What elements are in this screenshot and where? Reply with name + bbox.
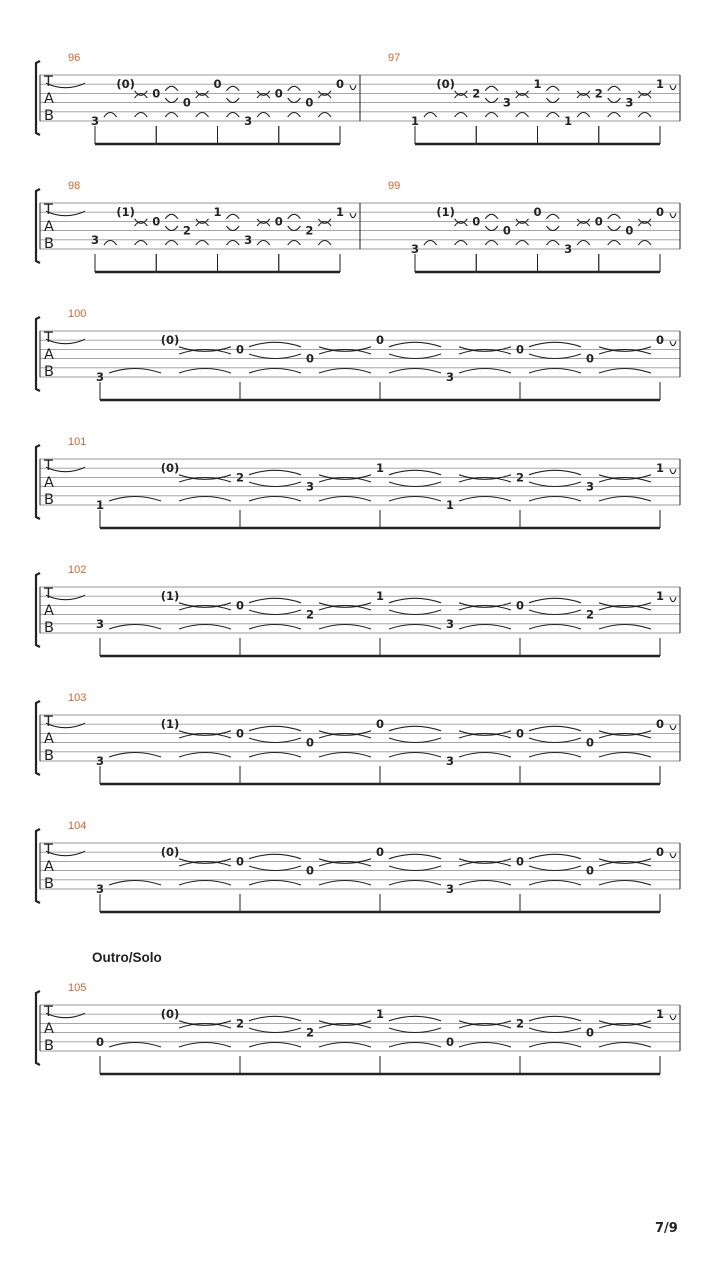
tie-arc — [389, 881, 441, 886]
fret-number: 2 — [585, 607, 595, 622]
fret-number: 0 — [515, 598, 525, 613]
tie-arc — [135, 113, 148, 118]
tie-arc — [389, 726, 441, 731]
fret-number: 0 — [515, 342, 525, 357]
tab-clef-letter: T — [44, 330, 53, 346]
fret-number: 0 — [95, 1034, 105, 1049]
fret-number: 0 — [585, 1025, 595, 1040]
fret-number: 0 — [375, 717, 385, 732]
tie-arc — [516, 113, 529, 118]
fret-number: 0 — [274, 86, 283, 101]
measure-number: 102 — [68, 564, 87, 576]
tie-arc — [529, 369, 581, 374]
tie-arc — [547, 113, 560, 118]
tie-arc — [485, 98, 498, 103]
measure-number: 96 — [68, 52, 81, 64]
tie-arc — [455, 241, 468, 246]
tie-arc — [529, 598, 581, 603]
tie-arc — [165, 86, 178, 91]
tie-arc — [529, 354, 581, 359]
tie-arc — [529, 1043, 581, 1048]
tie-arc — [319, 753, 371, 758]
tie-arc — [165, 214, 178, 219]
tie-arc — [389, 1043, 441, 1048]
fret-number: 1 — [335, 205, 345, 220]
fret-number: 0 — [655, 845, 665, 860]
tie-arc — [529, 470, 581, 475]
tie-arc — [485, 214, 498, 219]
tie-arc — [529, 881, 581, 886]
tie-arc — [249, 598, 301, 603]
tie-arc — [257, 113, 270, 118]
fret-number: 2 — [305, 607, 315, 622]
tie-arc — [227, 241, 240, 246]
fret-number: 0 — [655, 205, 665, 220]
tie-arc — [249, 738, 301, 743]
tie-arc — [179, 369, 231, 374]
tie-arc — [165, 113, 178, 118]
tab-clef-letter: B — [44, 748, 54, 764]
tab-clef-letter: T — [44, 1004, 53, 1020]
tie-arc — [529, 625, 581, 630]
tab-clef-letter: B — [44, 492, 54, 508]
fret-number: 2 — [515, 1016, 525, 1031]
fret-number: 0 — [515, 726, 525, 741]
fret-number: (1) — [436, 205, 455, 220]
tie-arc — [459, 1043, 511, 1048]
tie-arc — [389, 598, 441, 603]
tab-clef-letter: T — [44, 586, 53, 602]
tie-arc — [350, 213, 356, 218]
system-bracket — [36, 189, 40, 263]
measure-number: 104 — [68, 820, 87, 832]
fret-number: 3 — [445, 616, 455, 631]
tie-arc — [257, 241, 270, 246]
tie-arc — [608, 241, 621, 246]
tie-arc — [389, 866, 441, 871]
fret-number: 3 — [244, 232, 253, 247]
tab-clef-letter: B — [44, 620, 54, 636]
tie-arc — [227, 86, 240, 91]
fret-number: 0 — [182, 95, 191, 110]
tie-arc — [249, 726, 301, 731]
tie-arc — [389, 625, 441, 630]
fret-number: 3 — [90, 114, 100, 128]
tie-arc — [319, 1043, 371, 1048]
tab-clef-letter: A — [44, 859, 54, 875]
fret-number: (0) — [160, 845, 180, 860]
tie-arc — [249, 354, 301, 359]
tie-arc — [389, 369, 441, 374]
tie-arc — [670, 341, 676, 346]
tie-arc — [288, 98, 301, 103]
tie-arc — [389, 1016, 441, 1021]
fret-number: 0 — [655, 717, 665, 732]
measure-number: 99 — [388, 180, 401, 192]
fret-number: 0 — [235, 854, 245, 869]
tie-arc — [670, 725, 676, 730]
measure-number: 101 — [68, 436, 87, 448]
tie-arc — [608, 113, 621, 118]
system-bracket — [36, 317, 40, 391]
fret-number: 2 — [515, 470, 525, 485]
fret-number: 0 — [152, 214, 161, 229]
fret-number: 3 — [625, 95, 634, 110]
tie-arc — [670, 597, 676, 602]
tie-arc — [318, 113, 331, 118]
tie-arc — [319, 881, 371, 886]
tab-system — [36, 701, 680, 784]
tie-arc — [135, 241, 148, 246]
fret-number: 2 — [235, 1016, 245, 1031]
tie-arc — [577, 241, 590, 246]
tie-arc — [109, 625, 161, 630]
fret-number: 1 — [533, 77, 542, 92]
tie-arc — [109, 497, 161, 502]
tie-arc — [529, 482, 581, 487]
tie-arc — [608, 214, 621, 219]
tie-arc — [249, 1028, 301, 1033]
tie-arc — [529, 866, 581, 871]
fret-number: 0 — [594, 214, 603, 229]
tab-system — [36, 445, 680, 528]
tie-arc — [319, 497, 371, 502]
tie-arc — [196, 241, 209, 246]
tie-arc — [249, 369, 301, 374]
tie-arc — [109, 1043, 161, 1048]
tab-clef-letter: T — [44, 458, 53, 474]
tie-arc — [249, 1043, 301, 1048]
fret-number: 0 — [274, 214, 283, 229]
fret-number: 3 — [95, 754, 105, 768]
tie-arc — [459, 625, 511, 630]
fret-number: 0 — [305, 351, 315, 366]
fret-number: (0) — [116, 77, 135, 92]
tie-arc — [670, 213, 676, 218]
tie-arc — [288, 214, 301, 219]
fret-number: 1 — [410, 114, 420, 128]
tie-arc — [179, 753, 231, 758]
tie-arc — [599, 1043, 651, 1048]
fret-number: 1 — [564, 114, 573, 128]
tie-arc — [459, 369, 511, 374]
tie-arc — [318, 241, 331, 246]
fret-number: 0 — [472, 214, 481, 229]
tie-arc — [485, 113, 498, 118]
tie-arc — [516, 241, 529, 246]
system-bracket — [36, 991, 40, 1065]
tie-arc — [529, 753, 581, 758]
tie-arc — [389, 354, 441, 359]
fret-number: 0 — [515, 854, 525, 869]
section-label: Outro/Solo — [92, 950, 162, 965]
fret-number: (0) — [160, 333, 180, 348]
fret-number: 0 — [335, 77, 345, 92]
tab-clef-letter: A — [44, 603, 54, 619]
tie-arc — [547, 98, 560, 103]
fret-number: 2 — [182, 223, 191, 238]
tie-arc — [350, 85, 356, 90]
fret-number: 0 — [533, 205, 542, 220]
tab-system — [36, 829, 680, 912]
tie-arc — [319, 625, 371, 630]
tie-arc — [179, 1043, 231, 1048]
fret-number: 0 — [585, 863, 595, 878]
fret-number: 1 — [213, 205, 222, 220]
tab-system — [36, 991, 680, 1074]
tie-arc — [227, 214, 240, 219]
tie-arc — [547, 214, 560, 219]
fret-number: (0) — [160, 461, 180, 476]
fret-number: (1) — [116, 205, 135, 220]
fret-number: 3 — [502, 95, 511, 110]
tie-arc — [529, 738, 581, 743]
fret-number: 0 — [502, 223, 511, 238]
tab-system — [36, 61, 680, 144]
tie-arc — [459, 497, 511, 502]
tie-arc — [547, 226, 560, 231]
fret-number: 0 — [445, 1034, 455, 1049]
system-bracket — [36, 445, 40, 519]
fret-number: 3 — [445, 882, 455, 896]
tab-system — [36, 573, 680, 656]
fret-number: 0 — [585, 351, 595, 366]
fret-number: 3 — [445, 754, 455, 768]
tie-arc — [179, 881, 231, 886]
tie-arc — [670, 853, 676, 858]
page-indicator: 7/9 — [655, 1221, 678, 1236]
fret-number: (1) — [160, 717, 180, 732]
tie-arc — [547, 241, 560, 246]
tie-arc — [249, 881, 301, 886]
tie-arc — [485, 241, 498, 246]
fret-number: 1 — [445, 498, 455, 512]
tab-clef-letter: T — [44, 74, 53, 90]
tie-arc — [249, 342, 301, 347]
fret-number: 2 — [594, 86, 603, 101]
tab-clef-letter: B — [44, 1038, 54, 1054]
fret-number: (1) — [160, 589, 180, 604]
tab-clef-letter: A — [44, 91, 54, 107]
tab-clef-letter: T — [44, 202, 53, 218]
tie-arc — [179, 625, 231, 630]
tie-arc — [109, 881, 161, 886]
tie-arc — [529, 610, 581, 615]
tab-clef-letter: A — [44, 1021, 54, 1037]
tab-clef-letter: B — [44, 876, 54, 892]
tie-arc — [288, 86, 301, 91]
tie-arc — [249, 753, 301, 758]
fret-number: 0 — [305, 863, 315, 878]
fret-number: 3 — [585, 479, 595, 494]
tie-arc — [599, 753, 651, 758]
tab-clef-letter: B — [44, 236, 54, 252]
fret-number: 3 — [95, 370, 105, 384]
tie-arc — [249, 866, 301, 871]
tie-arc — [459, 753, 511, 758]
fret-number: 0 — [375, 333, 385, 348]
fret-number: 3 — [445, 370, 455, 384]
fret-number: 0 — [235, 342, 245, 357]
tie-arc — [288, 113, 301, 118]
tie-arc — [389, 482, 441, 487]
tie-arc — [249, 610, 301, 615]
tie-arc — [389, 738, 441, 743]
fret-number: (0) — [436, 77, 455, 92]
fret-number: 0 — [655, 333, 665, 348]
tie-arc — [529, 854, 581, 859]
tie-arc — [179, 497, 231, 502]
tie-arc — [459, 881, 511, 886]
tie-arc — [288, 241, 301, 246]
fret-number: 2 — [305, 223, 314, 238]
fret-number: 0 — [235, 598, 245, 613]
fret-number: 2 — [235, 470, 245, 485]
fret-number: 1 — [375, 1007, 385, 1022]
fret-number: 0 — [625, 223, 634, 238]
tie-arc — [389, 470, 441, 475]
tie-arc — [485, 226, 498, 231]
fret-number: 0 — [305, 735, 315, 750]
fret-number: 1 — [655, 589, 665, 604]
tie-arc — [547, 86, 560, 91]
tie-arc — [165, 226, 178, 231]
tab-system — [36, 317, 680, 400]
fret-number: 3 — [410, 242, 420, 256]
tie-arc — [165, 98, 178, 103]
fret-number: 3 — [95, 882, 105, 896]
tab-clef-letter: A — [44, 219, 54, 235]
tie-arc — [638, 113, 651, 118]
tab-clef-letter: B — [44, 364, 54, 380]
tie-arc — [227, 226, 240, 231]
tie-arc — [109, 753, 161, 758]
tie-arc — [109, 369, 161, 374]
tie-arc — [529, 1028, 581, 1033]
tie-arc — [485, 86, 498, 91]
measure-number: 100 — [68, 308, 87, 320]
tie-arc — [599, 497, 651, 502]
tie-arc — [104, 241, 117, 246]
measure-number: 103 — [68, 692, 87, 704]
tie-arc — [389, 610, 441, 615]
measure-number: 105 — [68, 982, 87, 994]
fret-number: 0 — [305, 95, 314, 110]
system-bracket — [36, 573, 40, 647]
fret-number: 0 — [152, 86, 161, 101]
tie-arc — [608, 98, 621, 103]
fret-number: 3 — [95, 616, 105, 631]
fret-number: 1 — [375, 589, 385, 604]
tie-arc — [196, 113, 209, 118]
system-bracket — [36, 61, 40, 135]
tab-clef-letter: A — [44, 731, 54, 747]
system-bracket — [36, 701, 40, 775]
tie-arc — [389, 497, 441, 502]
tie-arc — [529, 1016, 581, 1021]
fret-number: 0 — [213, 77, 222, 92]
measure-number: 97 — [388, 52, 401, 64]
tie-arc — [249, 482, 301, 487]
fret-number: 1 — [655, 77, 665, 92]
tie-arc — [529, 497, 581, 502]
tie-arc — [455, 113, 468, 118]
tie-arc — [249, 1016, 301, 1021]
fret-number: 3 — [244, 114, 253, 128]
tie-arc — [389, 342, 441, 347]
tie-arc — [389, 753, 441, 758]
fret-number: 3 — [305, 479, 315, 494]
tie-arc — [389, 1028, 441, 1033]
tab-clef-letter: B — [44, 108, 54, 124]
tab-clef-letter: A — [44, 347, 54, 363]
tie-arc — [288, 226, 301, 231]
tie-arc — [608, 86, 621, 91]
tie-arc — [165, 241, 178, 246]
tie-arc — [319, 369, 371, 374]
tie-arc — [424, 241, 437, 246]
tie-arc — [638, 241, 651, 246]
measure-number: 98 — [68, 180, 81, 192]
fret-number: 2 — [305, 1025, 315, 1040]
tab-clef-letter: A — [44, 475, 54, 491]
tie-arc — [227, 98, 240, 103]
fret-number: 1 — [375, 461, 385, 476]
tie-arc — [249, 470, 301, 475]
fret-number: (0) — [160, 1007, 180, 1022]
tie-arc — [599, 369, 651, 374]
fret-number: 2 — [472, 86, 481, 101]
tie-arc — [599, 625, 651, 630]
tab-system — [36, 189, 680, 272]
fret-number: 3 — [564, 242, 573, 256]
tab-clef-letter: T — [44, 842, 53, 858]
fret-number: 0 — [375, 845, 385, 860]
tie-arc — [670, 1015, 676, 1019]
tie-arc — [608, 226, 621, 231]
fret-number: 3 — [90, 232, 100, 247]
tie-arc — [389, 854, 441, 859]
tie-arc — [529, 726, 581, 731]
fret-number: 0 — [585, 735, 595, 750]
fret-number: 1 — [95, 498, 105, 512]
tie-arc — [670, 469, 676, 474]
tie-arc — [424, 113, 437, 118]
tie-arc — [249, 854, 301, 859]
fret-number: 1 — [655, 1007, 665, 1022]
fret-number: 0 — [235, 726, 245, 741]
tab-clef-letter: T — [44, 714, 53, 730]
tie-arc — [577, 113, 590, 118]
tie-arc — [104, 113, 117, 118]
fret-number: 1 — [655, 461, 665, 476]
tie-arc — [599, 881, 651, 886]
tie-arc — [227, 113, 240, 118]
tie-arc — [670, 85, 676, 90]
tie-arc — [249, 625, 301, 630]
tie-arc — [249, 497, 301, 502]
system-bracket — [36, 829, 40, 903]
tie-arc — [529, 342, 581, 347]
